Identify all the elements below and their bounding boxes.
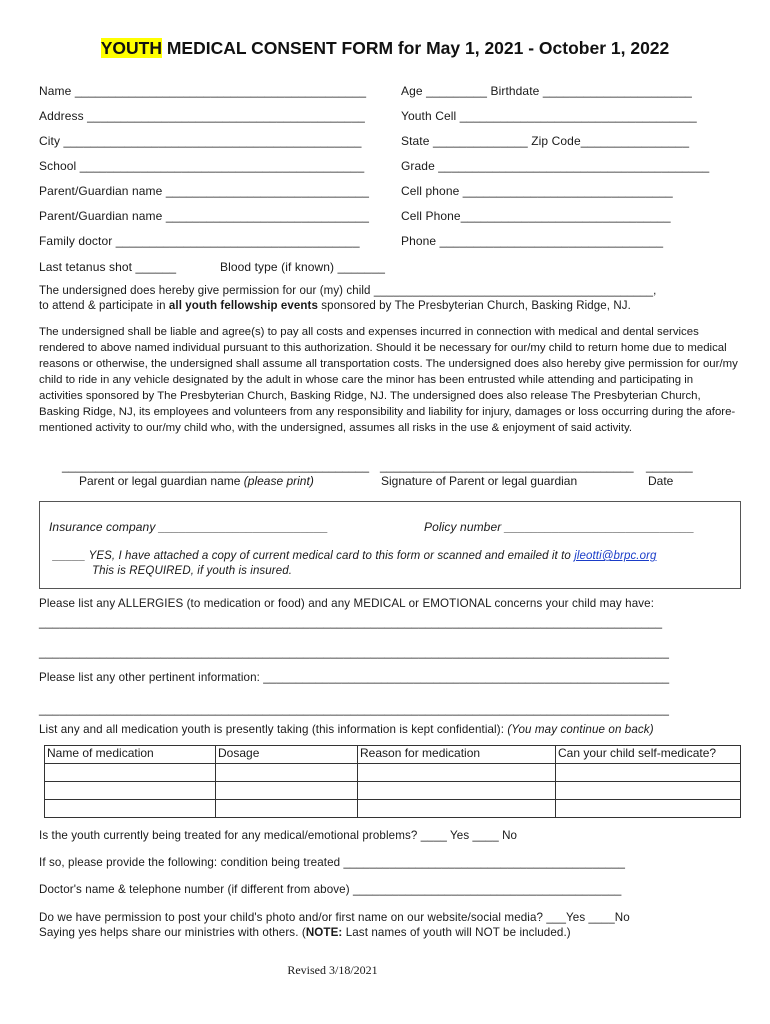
age-birthdate-field[interactable]: Age _________ Birthdate ______________________ bbox=[401, 84, 692, 98]
treated-question[interactable]: Is the youth currently being treated for any medical/emotional problems? ____ Yes ____ No bbox=[39, 829, 518, 842]
condition-field[interactable]: If so, please provide the following: condition being treated ___________________________________________ bbox=[39, 856, 626, 869]
table-row bbox=[45, 782, 741, 800]
other-info-line[interactable]: _____________________________________________________________________________________________ bbox=[39, 702, 669, 716]
share-note-post: Last names of youth will NOT be included.) bbox=[342, 926, 571, 939]
tetanus-field[interactable]: Last tetanus shot ______ bbox=[39, 260, 177, 274]
name-field[interactable]: Name ___________________________________________ bbox=[39, 84, 367, 98]
phone-field[interactable]: Phone _________________________________ bbox=[401, 234, 664, 248]
share-note-pre: Saying yes helps share our ministries with others. ( bbox=[39, 926, 306, 939]
grade-field[interactable]: Grade ________________________________________ bbox=[401, 159, 710, 173]
table-row bbox=[45, 800, 741, 818]
address-field[interactable]: Address _________________________________________ bbox=[39, 109, 365, 123]
date-line[interactable]: _______ bbox=[646, 459, 693, 473]
permission-line2 bbox=[39, 300, 631, 312]
self-medicate-cell[interactable] bbox=[556, 764, 741, 782]
school-field[interactable]: School __________________________________________ bbox=[39, 159, 365, 173]
cell1-field[interactable]: Cell phone _______________________________ bbox=[401, 184, 673, 198]
guardian-name-label-text: Parent or legal guardian name bbox=[79, 474, 244, 488]
signature-label: Signature of Parent or legal guardian bbox=[381, 474, 578, 488]
header-reason: Reason for medication bbox=[358, 746, 556, 764]
continue-on-back-note: (You may continue on back) bbox=[507, 723, 654, 736]
medication-name-cell[interactable] bbox=[45, 764, 216, 782]
medication-name-cell[interactable] bbox=[45, 800, 216, 818]
medications-label-text: List any and all medication youth is presently taking (this information is kept confidential): bbox=[39, 723, 508, 736]
dosage-cell[interactable] bbox=[216, 800, 358, 818]
date-label: Date bbox=[648, 474, 674, 488]
share-note-bold: NOTE: bbox=[305, 926, 343, 939]
table-row bbox=[45, 764, 741, 782]
header-dosage: Dosage bbox=[216, 746, 358, 764]
medications-label bbox=[39, 723, 654, 736]
reason-cell[interactable] bbox=[358, 800, 556, 818]
self-medicate-cell[interactable] bbox=[556, 800, 741, 818]
state-zip-field[interactable]: State ______________ Zip Code________________ bbox=[401, 134, 690, 148]
youth-cell-field[interactable]: Youth Cell ___________________________________ bbox=[401, 109, 697, 123]
permission-bold: all youth fellowship events bbox=[168, 300, 318, 312]
cell2-field[interactable]: Cell Phone_______________________________ bbox=[401, 209, 671, 223]
revised-date: Revised 3/18/2021 bbox=[287, 963, 378, 977]
parent2-field[interactable]: Parent/Guardian name ______________________________ bbox=[39, 209, 370, 223]
policy-number-field[interactable]: Policy number ____________________________ bbox=[424, 520, 695, 534]
doctor-field[interactable]: Family doctor ____________________________________ bbox=[39, 234, 360, 248]
doctor-phone-field[interactable]: Doctor's name & telephone number (if different from above) _________________________________________ bbox=[39, 883, 622, 896]
photo-permission-question[interactable]: Do we have permission to post your child's photo and/or first name on our website/social media? ___Yes ____No bbox=[39, 911, 630, 924]
signature-line[interactable]: ______________________________________ bbox=[380, 459, 634, 473]
insurance-required-note: This is REQUIRED, if youth is insured. bbox=[92, 565, 292, 577]
permission-post: sponsored by The Presbyterian Church, Basking Ridge, NJ. bbox=[317, 300, 631, 312]
allergies-line-2[interactable]: _____________________________________________________________________________________________ bbox=[39, 645, 669, 659]
insurance-attach-text[interactable]: _____ YES, I have attached a copy of current medical card to this form or scanned and emailed it to bbox=[53, 550, 575, 562]
reason-cell[interactable] bbox=[358, 764, 556, 782]
permission-pre: to attend & participate in bbox=[39, 300, 169, 312]
medications-table bbox=[44, 745, 741, 818]
other-info-label[interactable]: Please list any other pertinent information: ______________________________________________________________ bbox=[39, 671, 670, 684]
reason-cell[interactable] bbox=[358, 782, 556, 800]
please-print-note: (please print) bbox=[243, 474, 314, 488]
insurance-company-field[interactable]: Insurance company _________________________ bbox=[49, 520, 329, 534]
header-medication-name: Name of medication bbox=[45, 746, 216, 764]
share-note bbox=[39, 926, 571, 939]
medication-name-cell[interactable] bbox=[45, 782, 216, 800]
allergies-label: Please list any ALLERGIES (to medication or food) and any MEDICAL or EMOTIONAL concerns your child may have: bbox=[39, 597, 655, 610]
title-rest: MEDICAL CONSENT FORM for May 1, 2021 - October 1, 2022 bbox=[161, 38, 670, 58]
table-header-row bbox=[45, 746, 741, 764]
allergies-line-1[interactable]: ____________________________________________________________________________________________ bbox=[39, 615, 663, 629]
guardian-name-label bbox=[79, 474, 314, 488]
permission-line1: The undersigned does hereby give permission for our (my) child ___________________________________________, bbox=[39, 285, 657, 297]
form-title bbox=[0, 38, 770, 59]
dosage-cell[interactable] bbox=[216, 764, 358, 782]
header-self-medicate: Can your child self-medicate? bbox=[556, 746, 741, 764]
dosage-cell[interactable] bbox=[216, 782, 358, 800]
title-highlight: YOUTH bbox=[100, 38, 162, 58]
self-medicate-cell[interactable] bbox=[556, 782, 741, 800]
blood-type-field[interactable]: Blood type (if known) _______ bbox=[220, 260, 386, 274]
city-field[interactable]: City ____________________________________________ bbox=[39, 134, 362, 148]
liability-paragraph: The undersigned shall be liable and agree(s) to pay all costs and expenses incurred in connection with medical and dental services rendered to above named individual pursuant to this authorization. Should it be necessary for our/my child to return home due to medical reasons or otherwise, the undersigned shall assume all transportation costs. The undersigned does also hereby give permission for our/my child to ride in any vehicle designated by the adult in whose care the minor has been entrusted while attending and participating in activities sponsored by The Presbyterian Church, Basking Ridge, NJ. The undersigned does also release The Presbyterian Church, Basking Ridge, NJ, its employees and volunteers from any responsibility and liability for injury, damages or loss occurring during the afore-mentioned activity to our/my child who, with the undersigned, assumes all risks in the use & enjoyment of said activity. bbox=[39, 326, 738, 434]
email-link[interactable]: jleotti@brpc.org bbox=[574, 550, 657, 562]
insurance-attach-line bbox=[53, 550, 657, 562]
parent1-field[interactable]: Parent/Guardian name ______________________________ bbox=[39, 184, 370, 198]
guardian-name-line[interactable]: ______________________________________________ bbox=[62, 459, 369, 473]
